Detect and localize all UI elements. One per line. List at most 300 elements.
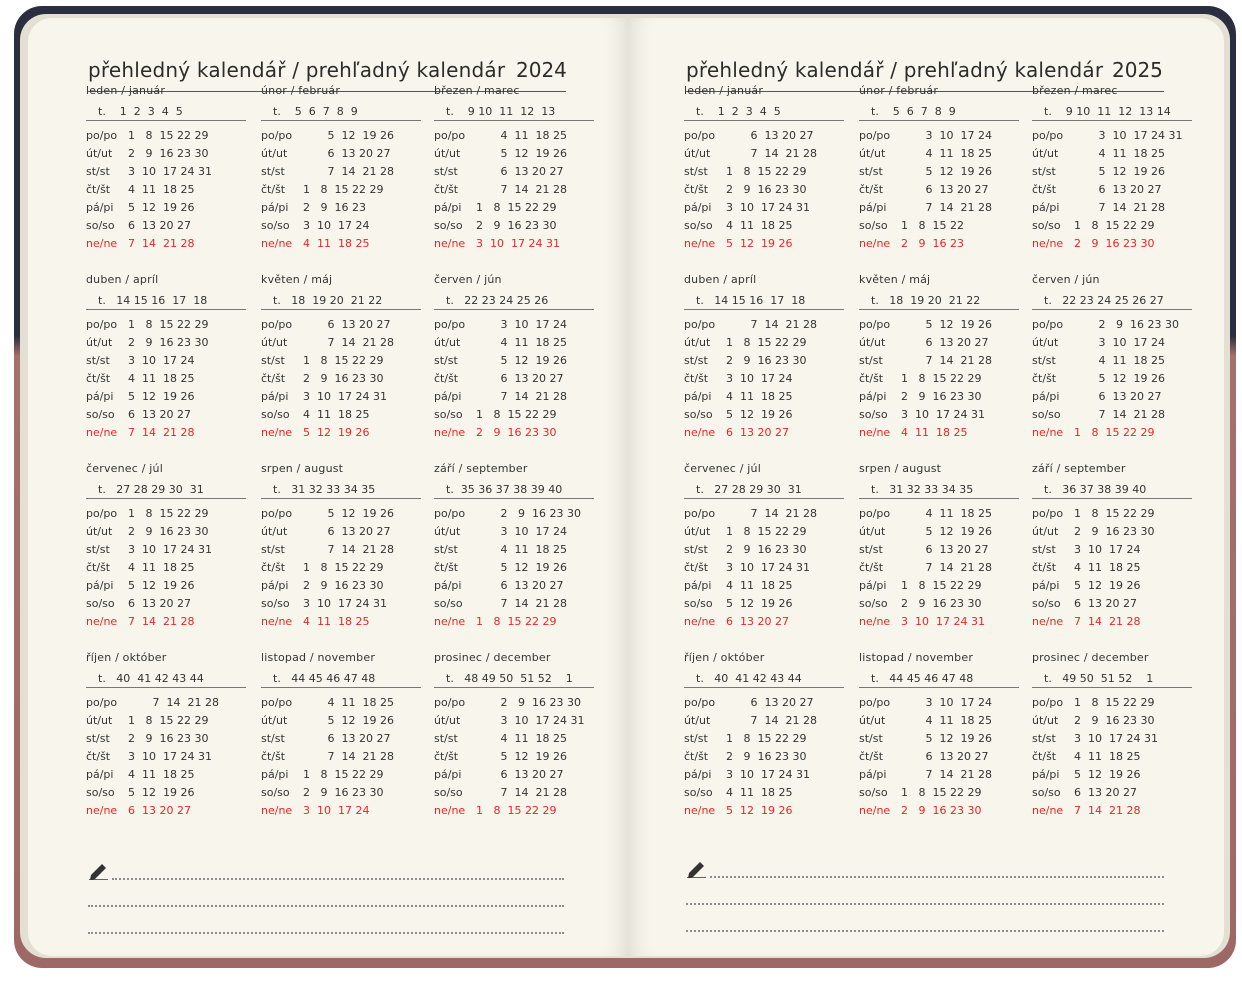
day-label: po/po: [434, 129, 466, 142]
day-numbers: 7 14 21 28: [128, 615, 195, 628]
day-row: [1032, 577, 1192, 595]
day-label: st/st: [684, 543, 708, 556]
day-label: út/ut: [1032, 714, 1059, 727]
month-name: červen / jún: [1032, 273, 1100, 286]
day-row: [86, 334, 246, 352]
day-row: [684, 199, 844, 217]
day-row: [434, 784, 594, 802]
day-row: [86, 388, 246, 406]
day-numbers: 7 14 21 28: [303, 336, 394, 349]
sunday-row: [86, 235, 246, 253]
day-label: čt/št: [1032, 372, 1057, 385]
day-row: [261, 316, 421, 334]
day-row: [434, 505, 594, 523]
day-label: po/po: [859, 696, 891, 709]
day-numbers: 6 13 20 27: [726, 615, 789, 628]
day-numbers: 4 11 18 25: [1074, 147, 1165, 160]
day-label: st/st: [86, 354, 110, 367]
day-row: [434, 334, 594, 352]
day-numbers: 7 14 21 28: [303, 165, 394, 178]
day-numbers: 3 10 17 24: [901, 696, 992, 709]
day-row: [684, 352, 844, 370]
day-row: [859, 334, 1019, 352]
day-label: so/so: [86, 408, 115, 421]
day-label: st/st: [261, 354, 285, 367]
week-numbers: t. 14 15 16 17 18: [86, 293, 246, 310]
day-label: so/so: [859, 408, 888, 421]
day-numbers: 7 14 21 28: [901, 201, 992, 214]
day-label: út/ut: [434, 336, 461, 349]
month-name: únor / február: [859, 84, 939, 97]
day-row: [859, 316, 1019, 334]
day-row: [434, 316, 594, 334]
day-numbers: 1 8 15 22 29: [726, 732, 807, 745]
day-row: [684, 145, 844, 163]
day-row: [434, 523, 594, 541]
day-row: [1032, 541, 1192, 559]
day-label: pá/pi: [684, 201, 712, 214]
day-label: so/so: [434, 786, 463, 799]
day-numbers: 3 10 17 24 31: [726, 768, 810, 781]
day-numbers: 2 9 16 23 30: [1074, 714, 1155, 727]
week-numbers: t. 22 23 24 25 26: [434, 293, 594, 310]
day-row: [684, 217, 844, 235]
day-row: [86, 712, 246, 730]
day-label: po/po: [684, 696, 716, 709]
day-label: po/po: [86, 129, 118, 142]
day-label: st/st: [684, 165, 708, 178]
day-label: út/ut: [684, 714, 711, 727]
day-numbers: 3 10 17 24: [476, 318, 567, 331]
day-numbers: 2 9 16 23 30: [476, 696, 581, 709]
day-numbers: 5 12 19 26: [1074, 768, 1141, 781]
month-block: [86, 273, 246, 442]
day-row: [859, 541, 1019, 559]
day-row: [86, 181, 246, 199]
day-numbers: 1 8 15 22 29: [726, 336, 807, 349]
day-numbers: 1 8 15 22 29: [303, 354, 384, 367]
day-numbers: 2 9 16 23 30: [901, 390, 982, 403]
month-name: říjen / október: [86, 651, 167, 664]
day-row: [434, 766, 594, 784]
day-label: pá/pi: [434, 390, 462, 403]
day-label: út/ut: [86, 525, 113, 538]
day-label: ne/ne: [261, 426, 293, 439]
day-row: [1032, 388, 1192, 406]
day-numbers: 7 14 21 28: [476, 390, 567, 403]
day-numbers: 6 13 20 27: [1074, 183, 1162, 196]
day-row: [1032, 712, 1192, 730]
day-label: ne/ne: [86, 237, 118, 250]
pencil-icon: [686, 858, 708, 878]
day-label: st/st: [1032, 543, 1056, 556]
day-label: so/so: [859, 219, 888, 232]
month-block: [261, 651, 421, 820]
day-row: [1032, 181, 1192, 199]
day-numbers: 5 12 19 26: [476, 354, 567, 367]
day-row: [261, 523, 421, 541]
day-row: [86, 163, 246, 181]
day-numbers: 1 8 15 22 29: [476, 615, 557, 628]
day-numbers: 2 9 16 23: [303, 201, 366, 214]
day-label: st/st: [684, 732, 708, 745]
day-label: čt/št: [434, 750, 459, 763]
week-numbers: t. 22 23 24 25 26 27: [1032, 293, 1192, 310]
day-label: čt/št: [86, 372, 111, 385]
month-name: duben / apríl: [86, 273, 159, 286]
month-name: březen / marec: [434, 84, 520, 97]
day-label: st/st: [261, 543, 285, 556]
day-row: [86, 694, 246, 712]
day-numbers: 2 9 16 23 30: [128, 732, 209, 745]
week-numbers: t. 1 2 3 4 5: [86, 104, 246, 121]
day-row: [261, 784, 421, 802]
month-block: [1032, 462, 1192, 631]
day-row: [1032, 406, 1192, 424]
sunday-row: [684, 802, 844, 820]
day-label: ne/ne: [859, 615, 891, 628]
day-label: st/st: [261, 732, 285, 745]
note-line[interactable]: [686, 930, 1164, 932]
day-numbers: 4 11 18 25: [901, 714, 992, 727]
day-label: so/so: [86, 597, 115, 610]
day-label: út/ut: [859, 336, 886, 349]
day-numbers: 4 11 18 25: [1074, 354, 1165, 367]
day-row: [859, 370, 1019, 388]
month-block: [859, 462, 1019, 631]
day-row: [261, 748, 421, 766]
day-numbers: 3 10 17 24: [303, 804, 370, 817]
day-numbers: 6 13 20 27: [726, 129, 814, 142]
day-label: po/po: [434, 696, 466, 709]
sunday-row: [261, 802, 421, 820]
day-label: ne/ne: [1032, 426, 1064, 439]
day-label: út/ut: [86, 147, 113, 160]
day-row: [684, 406, 844, 424]
day-numbers: 5 12 19 26: [726, 597, 793, 610]
day-numbers: 1 8 15 22 29: [476, 201, 557, 214]
sunday-row: [1032, 613, 1192, 631]
day-numbers: 7 14 21 28: [303, 543, 394, 556]
day-numbers: 5 12 19 26: [128, 390, 195, 403]
day-label: po/po: [261, 696, 293, 709]
day-row: [1032, 784, 1192, 802]
day-row: [86, 748, 246, 766]
day-numbers: 7 14 21 28: [726, 507, 817, 520]
day-numbers: 1 8 15 22 29: [303, 183, 384, 196]
day-label: po/po: [859, 507, 891, 520]
day-numbers: 5 12 19 26: [726, 237, 793, 250]
sunday-row: [859, 235, 1019, 253]
day-numbers: 1 8 15 22 29: [901, 786, 982, 799]
day-numbers: 7 14 21 28: [128, 237, 195, 250]
day-numbers: 5 12 19 26: [303, 507, 394, 520]
note-line[interactable]: [686, 903, 1164, 905]
sunday-row: [86, 613, 246, 631]
day-label: ne/ne: [434, 804, 466, 817]
day-row: [859, 217, 1019, 235]
day-label: ne/ne: [859, 804, 891, 817]
day-label: čt/št: [1032, 561, 1057, 574]
day-numbers: 4 11 18 25: [1074, 750, 1141, 763]
day-label: ne/ne: [261, 615, 293, 628]
day-numbers: 6 13 20 27: [726, 696, 814, 709]
day-label: čt/št: [859, 372, 884, 385]
day-label: ne/ne: [859, 426, 891, 439]
day-row: [684, 577, 844, 595]
day-label: út/ut: [86, 714, 113, 727]
month-block: [434, 651, 594, 820]
month-name: duben / apríl: [684, 273, 757, 286]
day-numbers: 1 8 15 22 29: [128, 318, 209, 331]
day-numbers: 3 10 17 24 31: [726, 201, 810, 214]
day-label: po/po: [684, 318, 716, 331]
day-numbers: 1 8 15 22 29: [726, 165, 807, 178]
day-label: pá/pi: [859, 768, 887, 781]
day-label: ne/ne: [684, 615, 716, 628]
day-numbers: 1 8 15 22 29: [726, 525, 807, 538]
note-line[interactable]: [88, 932, 564, 934]
day-row: [684, 730, 844, 748]
note-line[interactable]: [112, 878, 564, 880]
day-row: [859, 181, 1019, 199]
day-numbers: 4 11 18 25: [726, 390, 793, 403]
day-label: čt/št: [86, 561, 111, 574]
day-numbers: 3 10 17 24 31: [476, 237, 560, 250]
day-numbers: 4 11 18 25: [476, 543, 567, 556]
day-label: pá/pi: [434, 579, 462, 592]
month-name: únor / február: [261, 84, 341, 97]
day-numbers: 2 9 16 23 30: [476, 507, 581, 520]
sunday-row: [684, 235, 844, 253]
month-name: září / september: [1032, 462, 1126, 475]
day-label: st/st: [86, 732, 110, 745]
sunday-row: [684, 424, 844, 442]
day-row: [1032, 316, 1192, 334]
day-numbers: 6 13 20 27: [303, 525, 391, 538]
day-label: ne/ne: [434, 615, 466, 628]
day-row: [859, 523, 1019, 541]
day-row: [261, 712, 421, 730]
day-label: ne/ne: [684, 237, 716, 250]
day-row: [859, 406, 1019, 424]
day-row: [859, 505, 1019, 523]
day-row: [1032, 505, 1192, 523]
day-row: [859, 145, 1019, 163]
day-label: st/st: [434, 543, 458, 556]
day-numbers: 4 11 18 25: [726, 786, 793, 799]
day-label: čt/št: [434, 561, 459, 574]
day-numbers: 3 10 17 24 31: [303, 597, 387, 610]
day-label: po/po: [859, 318, 891, 331]
day-numbers: 7 14 21 28: [901, 354, 992, 367]
day-label: ne/ne: [434, 426, 466, 439]
month-name: květen / máj: [261, 273, 333, 286]
day-numbers: 5 12 19 26: [901, 318, 992, 331]
month-block: [1032, 84, 1192, 253]
day-row: [684, 505, 844, 523]
week-numbers: t. 18 19 20 21 22: [859, 293, 1019, 310]
day-numbers: 4 11 18 25: [128, 183, 195, 196]
day-numbers: 6 13 20 27: [901, 750, 989, 763]
day-numbers: 3 10 17 24: [476, 525, 567, 538]
day-numbers: 7 14 21 28: [128, 426, 195, 439]
day-label: pá/pi: [684, 768, 712, 781]
day-row: [859, 595, 1019, 613]
day-row: [859, 559, 1019, 577]
sunday-row: [684, 613, 844, 631]
day-label: pá/pi: [261, 390, 289, 403]
day-row: [684, 559, 844, 577]
day-row: [1032, 127, 1192, 145]
day-numbers: 1 8 15 22 29: [128, 714, 209, 727]
day-numbers: 1 8 15 22 29: [1074, 426, 1155, 439]
day-numbers: 5 12 19 26: [476, 147, 567, 160]
day-numbers: 4 11 18 25: [303, 696, 394, 709]
day-row: [684, 334, 844, 352]
day-label: čt/št: [261, 750, 286, 763]
day-label: út/ut: [86, 336, 113, 349]
day-numbers: 5 12 19 26: [303, 129, 394, 142]
day-numbers: 5 12 19 26: [1074, 165, 1165, 178]
day-label: ne/ne: [1032, 237, 1064, 250]
day-label: so/so: [261, 597, 290, 610]
day-label: čt/št: [859, 183, 884, 196]
day-numbers: 6 13 20 27: [901, 336, 989, 349]
day-label: so/so: [261, 408, 290, 421]
day-row: [684, 316, 844, 334]
day-label: so/so: [1032, 597, 1061, 610]
week-numbers: t. 31 32 33 34 35: [261, 482, 421, 499]
week-numbers: t. 27 28 29 30 31: [684, 482, 844, 499]
day-row: [86, 370, 246, 388]
month-block: [859, 651, 1019, 820]
day-row: [1032, 748, 1192, 766]
day-label: po/po: [1032, 696, 1064, 709]
day-label: ne/ne: [86, 615, 118, 628]
day-row: [1032, 334, 1192, 352]
day-label: po/po: [859, 129, 891, 142]
day-label: út/ut: [859, 714, 886, 727]
day-row: [859, 199, 1019, 217]
day-label: po/po: [684, 129, 716, 142]
day-numbers: 2 9 16 23 30: [726, 750, 807, 763]
day-label: pá/pi: [86, 768, 114, 781]
sunday-row: [859, 802, 1019, 820]
day-label: ne/ne: [86, 426, 118, 439]
day-numbers: 6 13 20 27: [303, 732, 391, 745]
day-label: st/st: [1032, 354, 1056, 367]
day-row: [859, 748, 1019, 766]
day-numbers: 6 13 20 27: [726, 426, 789, 439]
pencil-icon: [88, 860, 110, 880]
day-numbers: 1 8 15 22 29: [303, 561, 384, 574]
day-row: [1032, 766, 1192, 784]
day-label: ne/ne: [859, 237, 891, 250]
day-row: [684, 523, 844, 541]
day-label: st/st: [859, 732, 883, 745]
day-row: [261, 199, 421, 217]
day-row: [1032, 559, 1192, 577]
day-numbers: 2 9 16 23 30: [1074, 525, 1155, 538]
day-numbers: 4 11 18 25: [476, 732, 567, 745]
day-numbers: 2 9 16 23 30: [1074, 318, 1179, 331]
day-row: [261, 388, 421, 406]
day-row: [1032, 352, 1192, 370]
day-numbers: 4 11 18 25: [476, 336, 567, 349]
day-label: po/po: [261, 129, 293, 142]
week-numbers: t. 14 15 16 17 18: [684, 293, 844, 310]
day-numbers: 3 10 17 24 31: [128, 543, 212, 556]
day-numbers: 2 9 16 23 30: [901, 804, 982, 817]
month-name: srpen / august: [261, 462, 344, 475]
note-line[interactable]: [710, 876, 1164, 878]
day-numbers: 3 10 17 24: [303, 219, 370, 232]
year-label: 2024: [516, 58, 567, 82]
day-label: út/ut: [1032, 336, 1059, 349]
day-row: [434, 406, 594, 424]
week-numbers: t. 9 10 11 12 13: [434, 104, 594, 121]
sunday-row: [261, 613, 421, 631]
sunday-row: [86, 802, 246, 820]
day-numbers: 4 11 18 25: [303, 615, 370, 628]
day-numbers: 3 10 17 24: [726, 372, 793, 385]
day-label: so/so: [261, 219, 290, 232]
day-row: [684, 712, 844, 730]
day-numbers: 2 9 16 23 30: [128, 525, 209, 538]
day-numbers: 7 14 21 28: [726, 714, 817, 727]
day-row: [261, 730, 421, 748]
note-line[interactable]: [88, 905, 564, 907]
week-numbers: t. 5 6 7 8 9: [261, 104, 421, 121]
day-numbers: 7 14 21 28: [476, 786, 567, 799]
month-block: [1032, 273, 1192, 442]
day-row: [434, 577, 594, 595]
day-row: [434, 595, 594, 613]
day-label: čt/št: [859, 750, 884, 763]
day-row: [859, 784, 1019, 802]
sunday-row: [434, 235, 594, 253]
month-block: [684, 273, 844, 442]
day-row: [434, 352, 594, 370]
day-label: pá/pi: [1032, 579, 1060, 592]
day-row: [434, 127, 594, 145]
day-row: [86, 316, 246, 334]
month-block: [86, 462, 246, 631]
day-label: po/po: [261, 507, 293, 520]
day-row: [434, 217, 594, 235]
day-row: [1032, 523, 1192, 541]
day-label: čt/št: [1032, 750, 1057, 763]
month-name: prosinec / december: [434, 651, 551, 664]
month-name: květen / máj: [859, 273, 931, 286]
day-label: pá/pi: [859, 390, 887, 403]
day-label: út/ut: [434, 147, 461, 160]
month-block: [859, 273, 1019, 442]
day-label: po/po: [1032, 507, 1064, 520]
day-label: po/po: [434, 318, 466, 331]
day-numbers: 4 11 18 25: [1074, 561, 1141, 574]
day-label: út/ut: [684, 336, 711, 349]
day-numbers: 2 9 16 23 30: [1074, 237, 1155, 250]
day-row: [261, 217, 421, 235]
day-numbers: 6 13 20 27: [128, 408, 191, 421]
week-numbers: t. 1 2 3 4 5: [684, 104, 844, 121]
day-numbers: 4 11 18 25: [128, 372, 195, 385]
day-row: [859, 388, 1019, 406]
day-numbers: 4 11 18 25: [128, 561, 195, 574]
day-row: [684, 388, 844, 406]
